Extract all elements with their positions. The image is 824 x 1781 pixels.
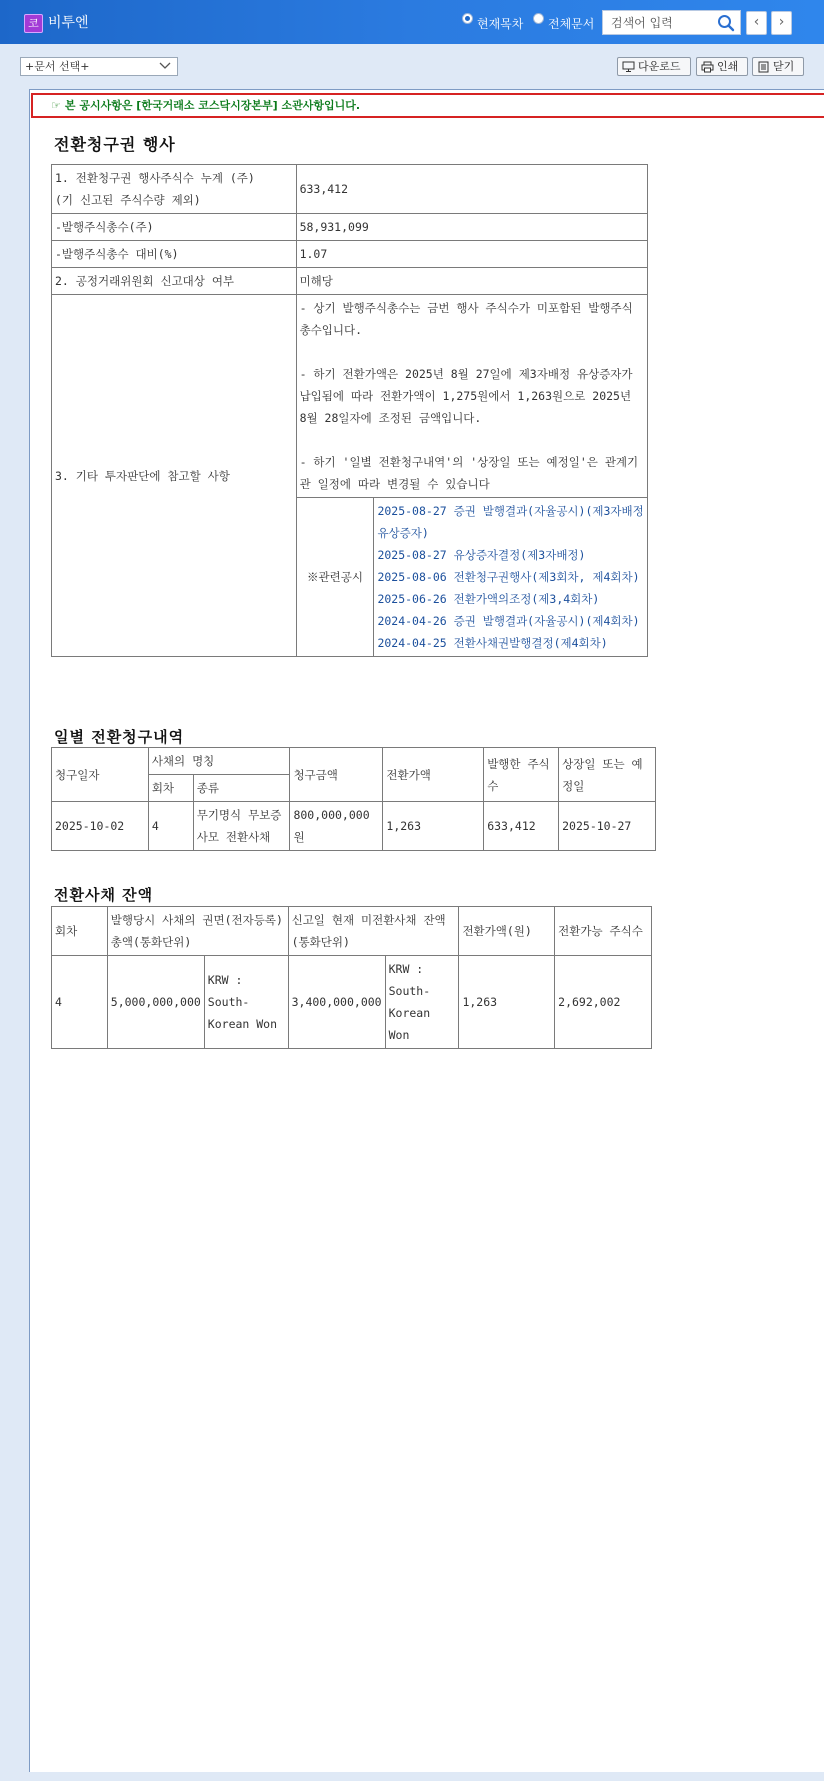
header-listing-date: 상장일 또는 예정일 bbox=[559, 748, 656, 802]
app-logo-icon: 코 bbox=[24, 14, 43, 33]
cell-face-amount: 5,000,000,000 bbox=[107, 956, 204, 1049]
table-row bbox=[52, 295, 648, 498]
download-button[interactable] bbox=[617, 57, 691, 76]
table-row bbox=[52, 956, 652, 1049]
notice-prefix: 본 공시사항은 bbox=[64, 99, 137, 112]
header-request-amount: 청구금액 bbox=[290, 748, 383, 802]
cell-remaining-currency: KRW : South-Korean Won bbox=[385, 956, 459, 1049]
note-conversion-price: - 하기 전환가액은 2025년 8월 27일에 제3자배정 유상증자가 납입됨에 따라 전환가액이 1,275원에서 1,263원으로 2025년 8월 28일자에 조정된 금액입니다. bbox=[299, 367, 633, 425]
cell-conversion-price: 1,263 bbox=[459, 956, 555, 1049]
cell-request-amount: 800,000,000원 bbox=[290, 802, 383, 851]
related-disclosure-link[interactable]: 2025-08-06 전환청구권행사(제3회차, 제4회차) bbox=[377, 570, 640, 584]
other-info-notes bbox=[296, 295, 647, 498]
pointing-hand-icon: ☞ bbox=[51, 99, 61, 112]
section-title-conversion-exercise: 전환청구권 행사 bbox=[54, 135, 176, 154]
cell-remaining-amount: 3,400,000,000 bbox=[288, 956, 385, 1049]
header-conversion-price: 전환가액 bbox=[383, 748, 484, 802]
note-listing-date: - 하기 '일별 전환청구내역'의 '상장일 또는 예정일'은 관계기관 일정에 따라 변경될 수 있습니다 bbox=[299, 455, 639, 491]
radio-all-documents[interactable] bbox=[533, 13, 544, 24]
related-disclosure-link[interactable]: 2025-08-27 유상증자결정(제3자배정) bbox=[377, 548, 586, 562]
cell-listing-date: 2025-10-27 bbox=[559, 802, 656, 851]
app-title: 비투엔 bbox=[48, 15, 89, 31]
header-kind: 종류 bbox=[193, 775, 290, 802]
table-row bbox=[52, 907, 652, 956]
conversion-exercise-table bbox=[51, 164, 648, 657]
table-row bbox=[52, 268, 648, 295]
ratio-value: 1.07 bbox=[296, 241, 647, 268]
search-input[interactable] bbox=[607, 13, 715, 32]
search-icon[interactable] bbox=[717, 14, 735, 32]
radio-current-section-label[interactable]: 현재목차 bbox=[477, 17, 524, 31]
chevron-down-icon bbox=[159, 61, 171, 71]
cumulative-shares-label: 1. 전환청구권 행사주식수 누계 (주) (기 신고된 주식수량 제외) bbox=[52, 165, 297, 214]
cell-kind: 무기명식 무보증 사모 전환사채 bbox=[193, 802, 290, 851]
monitor-icon bbox=[622, 61, 635, 73]
print-button[interactable] bbox=[696, 57, 748, 76]
cell-face-currency: KRW : South-Korean Won bbox=[204, 956, 288, 1049]
jurisdiction-notice bbox=[31, 93, 824, 118]
top-bar bbox=[0, 0, 824, 44]
header-remaining-amount: 신고일 현재 미전환사채 잔액 (통화단위) bbox=[288, 907, 459, 956]
daily-requests-table bbox=[51, 747, 656, 851]
search-box bbox=[602, 10, 741, 35]
next-button[interactable]: › bbox=[771, 11, 792, 35]
prev-button[interactable]: ‹ bbox=[746, 11, 767, 35]
total-issued-shares-value: 58,931,099 bbox=[296, 214, 647, 241]
close-button[interactable] bbox=[752, 57, 804, 76]
cumulative-shares-value: 633,412 bbox=[296, 165, 647, 214]
related-disclosure-list bbox=[374, 498, 648, 657]
related-disclosure-label: ※관련공시 bbox=[296, 498, 374, 657]
header-round: 회차 bbox=[52, 907, 108, 956]
radio-current-section[interactable] bbox=[462, 13, 473, 24]
document-select-value: +문서 선택+ bbox=[25, 60, 90, 73]
document-select[interactable] bbox=[20, 57, 178, 76]
printer-icon bbox=[701, 61, 714, 73]
header-round: 회차 bbox=[148, 775, 193, 802]
print-label: 인쇄 bbox=[717, 60, 739, 73]
cell-request-date: 2025-10-02 bbox=[52, 802, 149, 851]
related-disclosure-link[interactable]: 2025-08-27 증권 발행결과(자율공시)(제3자배정 유상증자) bbox=[377, 504, 644, 540]
table-row bbox=[52, 241, 648, 268]
table-row bbox=[52, 802, 656, 851]
notice-highlight: [한국거래소 코스닥시장본부] bbox=[136, 99, 278, 112]
bond-balance-table bbox=[51, 906, 652, 1049]
notice-suffix: 소관사항입니다. bbox=[277, 99, 361, 112]
related-disclosure-link[interactable]: 2025-06-26 전환가액의조정(제3,4회차) bbox=[377, 592, 600, 606]
download-label: 다운로드 bbox=[638, 60, 681, 73]
note-total-shares: - 상기 발행주식총수는 금번 행사 주식수가 미포함된 발행주식 총수입니다. bbox=[299, 301, 633, 337]
radio-all-documents-label[interactable]: 전체문서 bbox=[548, 17, 595, 31]
header-bond-name: 사채의 명칭 bbox=[148, 748, 290, 775]
header-conversion-price: 전환가액(원) bbox=[459, 907, 555, 956]
related-disclosure-link[interactable]: 2024-04-25 전환사채권발행결정(제4회차) bbox=[377, 636, 608, 650]
cell-round: 4 bbox=[148, 802, 193, 851]
ftc-report-value: 미해당 bbox=[296, 268, 647, 295]
document-icon bbox=[757, 61, 770, 73]
other-info-label: 3. 기타 투자판단에 참고할 사항 bbox=[52, 295, 297, 657]
ratio-label: -발행주식총수 대비(%) bbox=[52, 241, 297, 268]
table-row bbox=[52, 748, 656, 775]
table-row bbox=[52, 214, 648, 241]
cell-convertible-shares: 2,692,002 bbox=[555, 956, 652, 1049]
table-row bbox=[52, 165, 648, 214]
header-convertible-shares: 전환가능 주식수 bbox=[555, 907, 652, 956]
section-title-bond-balance: 전환사채 잔액 bbox=[54, 886, 154, 904]
header-issued-shares: 발행한 주식수 bbox=[484, 748, 559, 802]
ftc-report-label: 2. 공정거래위원회 신고대상 여부 bbox=[52, 268, 297, 295]
header-face-amount: 발행당시 사채의 권면(전자등록)총액(통화단위) bbox=[107, 907, 288, 956]
related-disclosure-link[interactable]: 2024-04-26 증권 발행결과(자율공시)(제4회차) bbox=[377, 614, 640, 628]
section-title-daily-requests: 일별 전환청구내역 bbox=[54, 728, 185, 746]
close-label: 닫기 bbox=[773, 60, 795, 73]
total-issued-shares-label: -발행주식총수(주) bbox=[52, 214, 297, 241]
cell-round: 4 bbox=[52, 956, 108, 1049]
header-request-date: 청구일자 bbox=[52, 748, 149, 802]
cell-issued-shares: 633,412 bbox=[484, 802, 559, 851]
cell-conversion-price: 1,263 bbox=[383, 802, 484, 851]
